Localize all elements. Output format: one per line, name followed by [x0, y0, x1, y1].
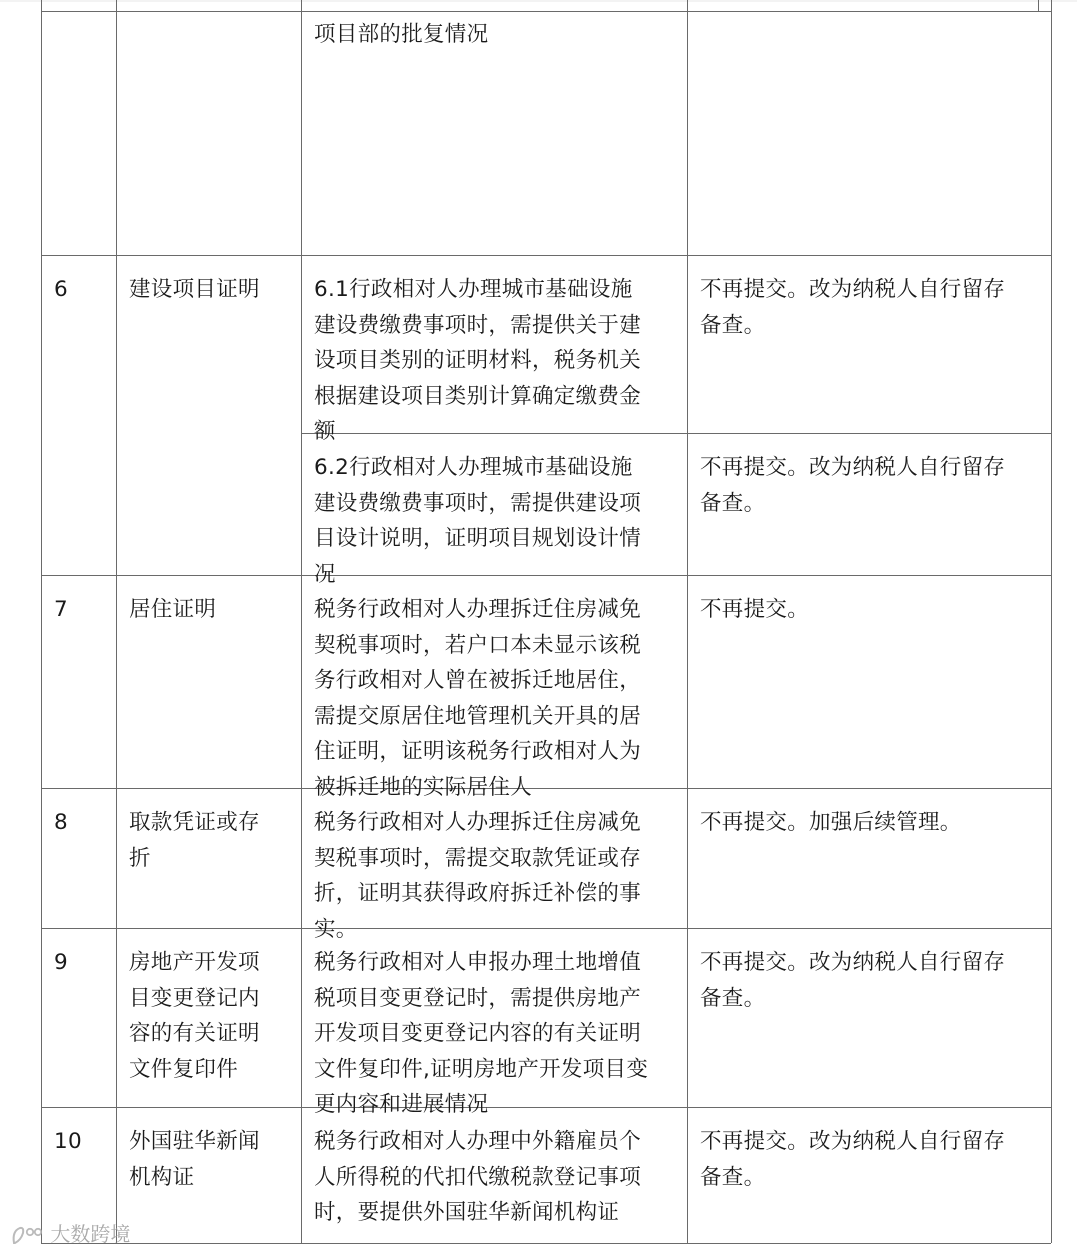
table-cell-desc: 项目部的批复情况 [314, 22, 489, 47]
table-cell-desc: 根据建设项目类别计算确定缴费金 [314, 383, 642, 409]
table-left-border [41, 0, 42, 1243]
table-cell-name: 居住证明 [129, 597, 217, 622]
table-cell-desc: 契税事项时，若户口本未显示该税 [314, 632, 642, 658]
table-cell-desc: 设项目类别的证明材料，税务机关 [314, 348, 642, 373]
table-cell-name: 房地产开发项 [129, 950, 260, 975]
table-cell-no: 10 [54, 1129, 82, 1154]
row-divider-2 [41, 575, 1051, 576]
row-divider-6 [41, 1243, 1051, 1244]
col-divider-1 [116, 0, 117, 1243]
table-cell-desc: 税务行政相对人办理中外籍雇员个 [314, 1129, 642, 1154]
row-divider-3 [41, 788, 1051, 789]
table-cell-desc: 目设计说明，证明项目规划设计情 [314, 526, 642, 551]
table-cell-result: 不再提交。改为纳税人自行留存 [700, 455, 1006, 480]
table-cell-name: 折 [129, 845, 151, 871]
table-cell-no: 9 [54, 950, 68, 975]
page-corner-tick [1038, 0, 1039, 11]
table-top-rule [41, 11, 1051, 12]
table-cell-desc: 6.2行政相对人办理城市基础设施 [314, 455, 633, 480]
table-cell-desc: 6.1行政相对人办理城市基础设施 [314, 277, 633, 302]
table-cell-result: 不再提交。改为纳税人自行留存 [700, 950, 1006, 975]
col-divider-3 [687, 0, 688, 1243]
row-divider-5 [41, 1107, 1051, 1108]
table-cell-name: 取款凭证或存 [129, 810, 260, 835]
table-cell-result: 不再提交。 [700, 597, 810, 622]
col-divider-2 [301, 0, 302, 1243]
table-cell-name: 建设项目证明 [129, 277, 260, 302]
watermark [10, 1218, 130, 1249]
row-divider-0 [41, 255, 1051, 256]
table-cell-name: 目变更登记内 [129, 985, 260, 1011]
table-cell-desc: 建设费缴费事项时，需提供关于建 [314, 312, 642, 338]
table-cell-name: 机构证 [129, 1164, 195, 1190]
table-cell-no: 7 [54, 597, 68, 622]
table-cell-no: 6 [54, 277, 68, 302]
table-cell-desc: 建设费缴费事项时，需提供建设项 [314, 490, 642, 516]
table-cell-name: 外国驻华新闻 [129, 1129, 260, 1154]
watermark-text: 大数跨境 [50, 1222, 131, 1246]
table-cell-desc: 时，要提供外国驻华新闻机构证 [314, 1200, 620, 1225]
table-cell-desc: 人所得税的代扣代缴税款登记事项 [314, 1164, 642, 1190]
table-cell-name: 文件复印件 [129, 1056, 239, 1082]
table-cell-result: 备查。 [700, 312, 766, 338]
table-cell-desc: 务行政相对人曾在被拆迁地居住， [314, 668, 642, 693]
table-cell-result: 备查。 [700, 1164, 766, 1190]
table-cell-name: 容的有关证明 [129, 1021, 260, 1046]
table-cell-result: 备查。 [700, 985, 766, 1011]
table-cell-desc: 税务行政相对人申报办理土地增值 [314, 950, 642, 975]
table-cell-desc: 实。 [314, 916, 358, 942]
table-cell-desc: 被拆迁地的实际居住人 [314, 774, 533, 800]
table-cell-desc: 契税事项时，需提交取款凭证或存 [314, 845, 642, 871]
table-right-border [1051, 0, 1052, 1243]
table-cell-desc: 税务行政相对人办理拆迁住房减免 [314, 810, 642, 835]
table-cell-desc: 税项目变更登记时，需提供房地产 [314, 985, 642, 1011]
table-cell-desc: 更内容和进展情况 [314, 1092, 489, 1117]
table-cell-result: 备查。 [700, 490, 766, 516]
table-cell-desc: 况 [314, 561, 336, 587]
table-cell-result: 不再提交。改为纳税人自行留存 [700, 1129, 1006, 1154]
table-cell-no: 8 [54, 810, 68, 835]
table-cell-desc: 额 [314, 419, 336, 444]
table-cell-result: 不再提交。加强后续管理。 [700, 810, 962, 835]
row-divider-1 [301, 433, 1051, 434]
row-divider-4 [41, 928, 1051, 929]
page-top-edge [0, 0, 1077, 2]
table-cell-desc: 税务行政相对人办理拆迁住房减免 [314, 597, 642, 622]
table-cell-desc: 折，证明其获得政府拆迁补偿的事 [314, 881, 642, 906]
table-cell-desc: 需提交原居住地管理机关开具的居 [314, 703, 642, 729]
table-cell-desc: 住证明，证明该税务行政相对人为 [314, 739, 642, 764]
table-cell-desc: 文件复印件,证明房地产开发项目变 [314, 1056, 649, 1082]
table-cell-desc: 开发项目变更登记内容的有关证明 [314, 1021, 642, 1046]
table-cell-result: 不再提交。改为纳税人自行留存 [700, 277, 1006, 302]
brand-logo-icon [10, 1223, 44, 1249]
